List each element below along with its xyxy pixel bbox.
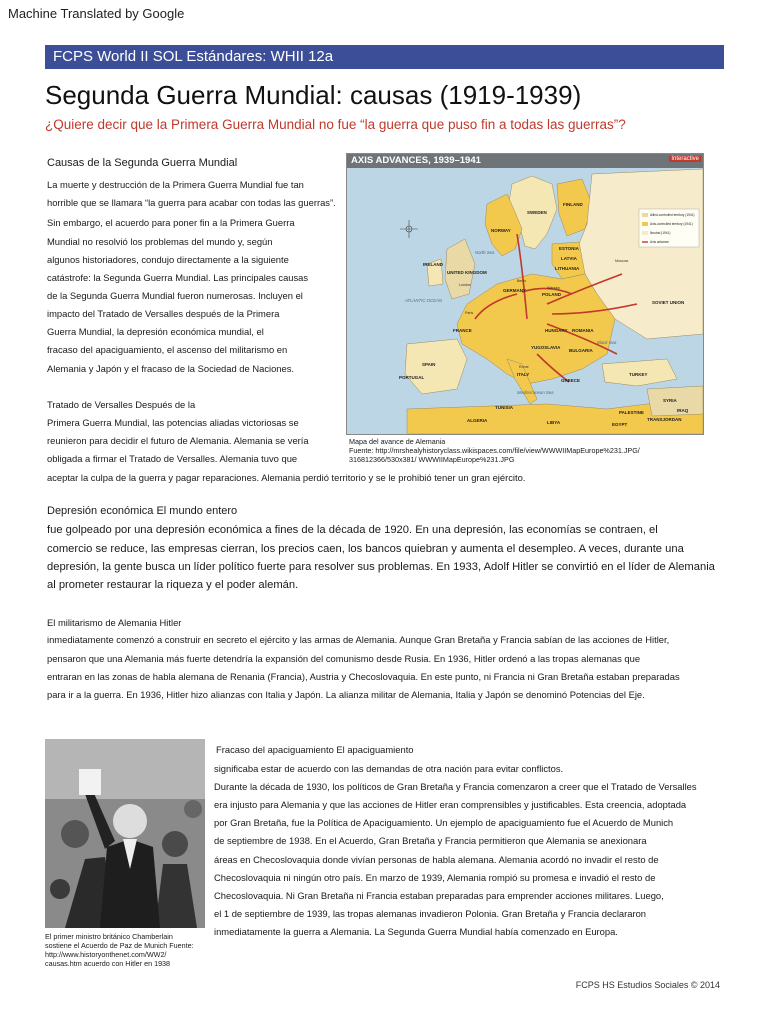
interactive-badge[interactable]: Interactive: [671, 156, 699, 162]
depression-line: comercio se reduce, las empresas cierran, los precios caen, los bancos quiebran y aumenta el desempleo. A veces, durante una: [47, 543, 684, 555]
map-label-egypt: EGYPT: [612, 422, 628, 427]
map-label-france: FRANCE: [453, 328, 472, 333]
appeasement-line: era injusto para Alemania y que las acciones de Hitler eran comprensibles y justificables. Esta creencia, adoptada: [214, 799, 687, 810]
map-legend-axis: Axis-controlled territory (1941): [650, 222, 693, 226]
appeasement-line: inmediatamente la guerra a Alemania. La Segunda Guerra Mundial había comenzado en Europa.: [214, 926, 618, 937]
map-legend-advance: Axis advance: [650, 240, 669, 244]
causes-line: de la Segunda Guerra Mundial fueron numerosas. Incluyen el: [47, 290, 303, 301]
versailles-line: Primera Guerra Mundial, las potencias aliadas victoriosas se: [47, 417, 299, 428]
militarism-line: pensaron que una Alemania más fuerte detendría la expansión del comunismo desde Rusia. En 1936, Hitler ordenó a las tropas alemanas que: [47, 653, 641, 664]
page-footer: FCPS HS Estudios Sociales © 2014: [575, 980, 720, 990]
appeasement-line: el 1 de septiembre de 1939, las tropas alemanas invadieron Polonia. Gran Bretaña y Francia declararon: [214, 908, 647, 919]
machine-translated-label: Machine Translated by Google: [8, 6, 185, 21]
map-label-ireland: IRELAND: [423, 262, 443, 267]
map-label-atlantic: ATLANTIC OCEAN: [405, 298, 442, 303]
map-label-north-sea: North Sea: [475, 250, 495, 255]
photo-graphic: [45, 739, 205, 928]
map-label-greece: GREECE: [561, 378, 581, 383]
map-label-latvia: LATVIA: [561, 256, 577, 261]
map-label-poland: POLAND: [542, 292, 561, 297]
map-label-warsaw: Warsaw: [547, 286, 560, 290]
map-label-sweden: SWEDEN: [527, 210, 547, 215]
map-label-yugoslavia: YUGOSLAVIA: [531, 345, 561, 350]
militarism-heading: El militarismo de Alemania Hitler: [47, 617, 182, 628]
versailles-line: obligada a firmar el Tratado de Versalles. Alemania tuvo que: [47, 453, 298, 464]
photo-caption-line: causas.htm acuerdo con Hitler en 1938: [45, 959, 171, 968]
map-label-spain: SPAIN: [422, 362, 436, 367]
map-caption: [349, 437, 640, 464]
map-label-syria: SYRIA: [663, 398, 677, 403]
depression-line: al prometer restaurar la riqueza y el poder alemán.: [47, 579, 299, 591]
map-legend-allied: Allied-controlled territory (1941): [650, 213, 695, 217]
map-label-estonia: ESTONIA: [559, 246, 579, 251]
map-label-tunisia: TUNISIA: [495, 405, 513, 410]
causes-line: catástrofe: la Segunda Guerra Mundial. Las principales causas: [47, 272, 309, 283]
causes-line: Sin embargo, el acuerdo para poner fin a la Primera Guerra: [47, 217, 295, 228]
causes-line: fracaso del apaciguamiento, el ascenso del militarismo en: [47, 344, 288, 355]
depression-line: fue golpeado por una depresión económica a fines de la década de 1920. En una depresión, las economías se contraen, el: [47, 524, 658, 536]
causes-line: Mundial no resolvió los problemas del mundo y, según: [47, 236, 273, 247]
map-label-mediterranean: Mediterranean Sea: [517, 390, 554, 395]
versailles-line: reunieron para decidir el futuro de Alemania. Alemania se vería: [47, 435, 309, 446]
map-label-italy: ITALY: [517, 372, 530, 377]
map-label-transjordan: TRANSJORDAN: [647, 417, 682, 422]
map-label-london: London: [459, 283, 471, 287]
depression-line: depresión, la gente busca un líder político fuerte para resolver sus problemas. En 1933, Adolf Hitler se convirtió en el líder de Alemania: [47, 561, 715, 573]
map-label-finland: FINLAND: [563, 202, 583, 207]
appeasement-line: por Gran Bretaña, fue la Política de Apaciguamiento. Un ejemplo de apaciguamiento fue el Acuerdo de Munich: [214, 817, 674, 828]
causes-line: algunos historiadores, condujo directamente a la siguiente: [47, 254, 289, 265]
axis-advances-map: [346, 153, 704, 435]
map-label-uk: UNITED KINGDOM: [447, 270, 487, 275]
map-label-palestine: PALESTINE: [619, 410, 644, 415]
map-label-libya: LIBYA: [547, 420, 561, 425]
map-caption-line: 316812366/530x381/ WWWIIMapEurope%231.JPG: [349, 455, 515, 464]
map-label-black-sea: Black Sea: [597, 340, 617, 345]
appeasement-line: de septiembre de 1938. En el Acuerdo, Gran Bretaña y Francia permitieron que Alemania se anexionara: [214, 835, 647, 846]
causes-line: horrible que se llamara “la guerra para acabar con todas las guerras”.: [47, 197, 336, 208]
map-label-turkey: TURKEY: [629, 372, 648, 377]
map-label-iraq: IRAQ: [677, 408, 689, 413]
map-label-norway: NORWAY: [491, 228, 511, 233]
map-label-hungary: HUNGARY: [545, 328, 568, 333]
causes-line: Alemania y Japón y el fracaso de la Sociedad de Naciones.: [47, 363, 295, 374]
photo-caption-line: El primer ministro británico Chamberlain: [45, 932, 173, 941]
causes-heading: Causas de la Segunda Guerra Mundial: [47, 157, 238, 169]
depression-heading: Depresión económica El mundo entero: [47, 505, 238, 517]
map-label-bulgaria: BULGARIA: [569, 348, 593, 353]
appeasement-heading: Fracaso del apaciguamiento El apaciguamiento: [216, 744, 414, 755]
map-label-soviet-union: SOVIET UNION: [652, 300, 685, 305]
map-label-lithuania: LITHUANIA: [555, 266, 580, 271]
map-label-rome: Rome: [519, 365, 529, 369]
causes-line: La muerte y destrucción de la Primera Guerra Mundial fue tan: [47, 179, 304, 190]
map-caption-line: Mapa del avance de Alemania: [349, 437, 446, 446]
causes-line: impacto del Tratado de Versalles después de la Primera: [47, 308, 280, 319]
map-graphic: [347, 154, 703, 434]
map-label-romania: ROMANIA: [572, 328, 594, 333]
map-label-berlin: Berlin: [517, 279, 527, 283]
map-label-germany: GERMANY: [503, 288, 527, 293]
versailles-line: aceptar la culpa de la guerra y pagar reparaciones. Alemania perdió territorio y se le prohibió tener un gran ejército.: [47, 472, 526, 483]
map-title-bar: [347, 154, 703, 168]
appeasement-line: Checoslovaquia. Ni Gran Bretaña ni Francia estaban preparadas para emprender acciones militares. Luego,: [214, 890, 664, 901]
causes-line: Guerra Mundial, la depresión económica mundial, el: [47, 326, 264, 337]
militarism-line: inmediatamente comenzó a construir en secreto el ejército y las armas de Alemania. Aunque Gran Bretaña y Francia sabían de las acciones de Hitler,: [47, 634, 670, 645]
map-label-algeria: ALGERIA: [467, 418, 488, 423]
map-label-portugal: PORTUGAL: [399, 375, 425, 380]
map-caption-line: Fuente: http://mrshealyhistoryclass.wikispaces.com/file/view/WWWIIMapEurope%231.JPG/: [349, 446, 640, 455]
versailles-heading: Tratado de Versalles Después de la: [47, 399, 196, 410]
photo-caption: [45, 932, 194, 968]
map-legend-neutral: Neutral (1941): [650, 231, 671, 235]
militarism-line: para ir a la guerra. En 1936, Hitler hizo alianzas con Italia y Japón. La alianza militar de Alemania, Italia y Japón se denominó Potencias del Eje.: [47, 689, 645, 700]
map-label-moscow: Moscow: [615, 259, 629, 263]
map-title: AXIS ADVANCES, 1939–1941: [351, 155, 481, 166]
appeasement-line: áreas en Checoslovaquia donde vivían personas de habla alemana. Alemania acordó no invadir el resto de: [214, 854, 659, 865]
page-title: Segunda Guerra Mundial: causas (1919-1939): [45, 80, 582, 110]
banner-text: FCPS World II SOL Estándares: WHII 12a: [53, 48, 334, 65]
appeasement-line: significaba estar de acuerdo con las demandas de otra nación para evitar conflictos.: [214, 763, 564, 774]
chamberlain-photo: [45, 739, 205, 928]
page-subtitle: ¿Quiere decir que la Primera Guerra Mundial no fue “la guerra que puso fin a todas las guerras”?: [45, 117, 626, 132]
photo-caption-line: sostiene el Acuerdo de Paz de Munich Fuente:: [45, 941, 194, 950]
militarism-line: entraran en las zonas de habla alemana de Renania (Francia), Austria y Checoslovaquia. En este punto, ni Francia ni Gran Bretaña estaban preparadas: [47, 671, 680, 682]
photo-caption-line: http://www.historyonthenet.com/WW2/: [45, 950, 167, 959]
appeasement-line: Durante la década de 1930, los políticos de Gran Bretaña y Francia comenzaron a creer que el Tratado de Versalles: [214, 781, 697, 792]
appeasement-line: Checoslovaquia ni ningún otro país. En marzo de 1939, Alemania rompió su promesa e invadió el resto de: [214, 872, 656, 883]
map-label-paris: Paris: [465, 311, 474, 315]
course-banner: [45, 45, 724, 69]
